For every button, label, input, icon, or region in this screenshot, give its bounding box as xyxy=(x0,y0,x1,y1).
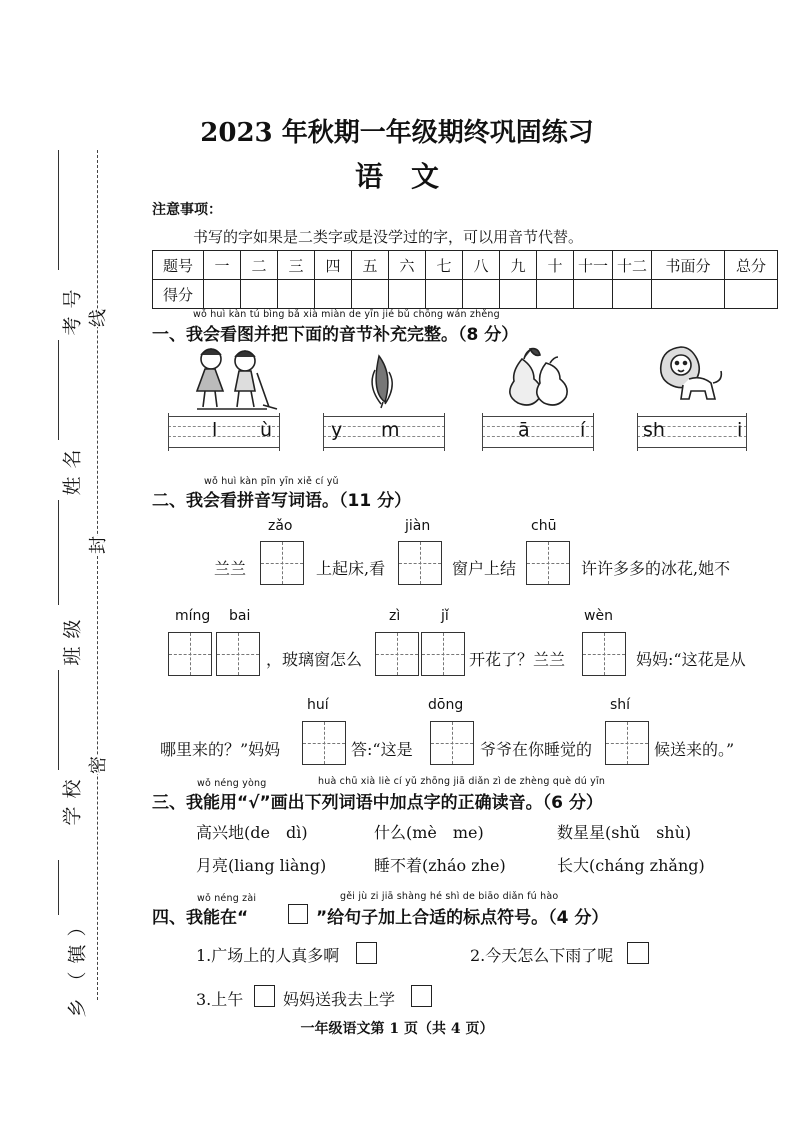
sentence-text: 候送来的。” xyxy=(654,740,735,759)
reading-option[interactable]: 睡不着(zháo zhe) xyxy=(374,856,506,875)
table-cell: 三 xyxy=(278,251,315,280)
table-cell: 十一 xyxy=(574,251,613,280)
reading-option[interactable]: 什么(mè me) xyxy=(374,823,484,842)
score-cell[interactable] xyxy=(389,280,426,309)
pinyin-prompt: jǐ xyxy=(441,608,449,624)
pinyin-prompt: wèn xyxy=(584,608,613,624)
q4-heading-box xyxy=(288,904,308,924)
pinyin-grid-4 xyxy=(637,416,747,448)
binding-dashed-line xyxy=(97,150,98,1000)
score-cell[interactable] xyxy=(574,280,613,309)
q4-heading-a: 四、我能在“ xyxy=(152,908,249,928)
town-line xyxy=(58,860,59,915)
corn-icon xyxy=(357,350,407,410)
writing-box[interactable] xyxy=(421,632,465,676)
table-cell: 书面分 xyxy=(652,251,725,280)
pinyin-letter: l xyxy=(212,419,218,441)
table-cell: 六 xyxy=(389,251,426,280)
pinyin-prompt: zǎo xyxy=(268,518,293,534)
q3-pinyin-b: huà chū xià liè cí yǔ zhōng jiā diǎn zì de zhèng què dú yīn xyxy=(318,776,606,787)
sentence-1: 1.广场上的人真多啊 xyxy=(196,946,340,965)
sentence-text: ，玻璃窗怎么 xyxy=(266,650,363,669)
score-cell[interactable] xyxy=(241,280,278,309)
writing-box[interactable] xyxy=(302,721,346,765)
score-cell[interactable] xyxy=(613,280,652,309)
pinyin-grid-1 xyxy=(168,416,280,448)
seal-mark-mi: 密 xyxy=(84,756,110,774)
subject-title: 语 文 xyxy=(354,160,439,193)
score-cell[interactable] xyxy=(278,280,315,309)
page-footer: 一年级语文第 1 页（共 4 页） xyxy=(300,1021,494,1037)
punctuation-box[interactable] xyxy=(254,985,275,1007)
score-cell[interactable] xyxy=(204,280,241,309)
pinyin-prompt: zì xyxy=(389,608,401,624)
q3-heading: 三、我能用“√”画出下列词语中加点字的正确读音。（6 分） xyxy=(152,793,603,813)
seal-mark-feng: 封 xyxy=(84,536,110,554)
score-cell[interactable] xyxy=(500,280,537,309)
pinyin-letter: sh xyxy=(643,419,665,441)
reading-option[interactable]: 高兴地(de dì) xyxy=(196,823,308,842)
table-cell: 十二 xyxy=(613,251,652,280)
seal-mark-xian: 线 xyxy=(84,309,110,327)
reading-option[interactable]: 长大(cháng zhǎng) xyxy=(557,856,705,875)
writing-box[interactable] xyxy=(582,632,626,676)
q4-pinyin-a: wǒ néng zài xyxy=(197,893,257,904)
q4-pinyin-b: gěi jù zi jiā shàng hé shì de biāo diǎn fú hào xyxy=(340,891,559,902)
writing-box[interactable] xyxy=(398,541,442,585)
sentence-text: 哪里来的？”妈妈 xyxy=(160,740,281,759)
pear-icon xyxy=(500,345,572,407)
table-cell: 七 xyxy=(426,251,463,280)
lion-icon xyxy=(655,343,725,405)
table-cell: 八 xyxy=(463,251,500,280)
pinyin-prompt: míng xyxy=(175,608,211,624)
score-table-score-row xyxy=(153,280,778,309)
pinyin-prompt: chū xyxy=(531,518,557,534)
sentence-text: 开花了？兰兰 xyxy=(469,650,566,669)
sentence-text: 窗户上结 xyxy=(452,559,517,578)
sentence-2: 2.今天怎么下雨了呢 xyxy=(470,946,614,965)
name-line xyxy=(58,340,59,440)
exam-no-label: 考号 xyxy=(61,281,84,336)
pinyin-prompt: shí xyxy=(610,697,631,713)
score-cell[interactable] xyxy=(315,280,352,309)
q1-pinyin: wǒ huì kàn tú bìng bǎ xià miàn de yīn jié bǔ chōng wán zhěng xyxy=(193,309,500,320)
sentence-text: 上起床,看 xyxy=(316,559,386,578)
sentence-text: 兰兰 xyxy=(214,559,247,578)
score-table-header-row xyxy=(153,251,778,280)
writing-box[interactable] xyxy=(526,541,570,585)
table-cell: 九 xyxy=(500,251,537,280)
exam-title: 2023 年秋期一年级期终巩固练习 xyxy=(200,118,594,148)
score-cell[interactable] xyxy=(352,280,389,309)
pinyin-prompt: jiàn xyxy=(405,518,431,534)
q2-heading: 二、我会看拼音写词语。（11 分） xyxy=(152,491,412,511)
sentence-text: 答:“这是 xyxy=(351,740,413,759)
table-cell: 四 xyxy=(315,251,352,280)
q3-pinyin-a: wǒ néng yòng xyxy=(197,778,267,789)
table-cell: 二 xyxy=(241,251,278,280)
table-cell: 五 xyxy=(352,251,389,280)
notice-text: 书写的字如果是二类字或是没学过的字，可以用音节代替。 xyxy=(193,228,584,246)
punctuation-box[interactable] xyxy=(356,942,377,964)
score-cell[interactable] xyxy=(426,280,463,309)
table-cell: 十 xyxy=(537,251,574,280)
sentence-text: 爷爷在你睡觉的 xyxy=(480,740,593,759)
table-cell: 得分 xyxy=(153,280,204,309)
score-cell[interactable] xyxy=(463,280,500,309)
punctuation-box[interactable] xyxy=(627,942,649,964)
writing-box[interactable] xyxy=(168,632,212,676)
pinyin-letter: y xyxy=(331,419,343,441)
q4-heading-b: ”给句子加上合适的标点符号。（4 分） xyxy=(316,908,609,928)
score-table xyxy=(152,250,778,309)
pinyin-letter: ù xyxy=(260,419,273,441)
notice-label: 注意事项： xyxy=(152,202,222,218)
pinyin-letter: i xyxy=(737,419,743,441)
pinyin-prompt: dōng xyxy=(428,697,464,713)
score-cell[interactable] xyxy=(725,280,778,309)
table-cell: 一 xyxy=(204,251,241,280)
punctuation-box[interactable] xyxy=(411,985,432,1007)
writing-box[interactable] xyxy=(430,721,474,765)
pinyin-prompt: bai xyxy=(229,608,251,624)
children-sweeping-icon xyxy=(183,343,278,413)
score-cell[interactable] xyxy=(652,280,725,309)
pinyin-letter: m xyxy=(381,419,400,441)
pinyin-grid-3 xyxy=(482,416,594,448)
pinyin-grid-2 xyxy=(323,416,445,448)
school-label: 学校 xyxy=(61,771,84,826)
writing-box[interactable] xyxy=(260,541,304,585)
sentence-text: 许许多多的冰花,她不 xyxy=(581,559,731,578)
writing-box[interactable] xyxy=(605,721,649,765)
sentence-text: 妈妈:“这花是从 xyxy=(636,650,746,669)
writing-box[interactable] xyxy=(375,632,419,676)
table-cell: 总分 xyxy=(725,251,778,280)
sentence-3-part-2: 妈妈送我去上学 xyxy=(283,990,396,1009)
reading-option[interactable]: 月亮(liang liàng) xyxy=(196,856,327,875)
table-cell: 题号 xyxy=(153,251,204,280)
sentence-3-part-1: 3.上午 xyxy=(196,990,244,1009)
q2-pinyin: wǒ huì kàn pīn yīn xiě cí yǔ xyxy=(204,476,339,487)
school-line xyxy=(58,670,59,770)
pinyin-prompt: huí xyxy=(307,697,329,713)
town-label: 乡（镇） xyxy=(66,909,89,1018)
class-line xyxy=(58,500,59,605)
pinyin-letter: í xyxy=(580,419,586,441)
q1-heading: 一、我会看图并把下面的音节补充完整。（8 分） xyxy=(152,325,519,345)
pinyin-letter: ā xyxy=(518,419,530,441)
class-label: 班级 xyxy=(61,611,84,666)
reading-option[interactable]: 数星星(shǔ shù) xyxy=(557,823,692,842)
writing-box[interactable] xyxy=(216,632,260,676)
score-cell[interactable] xyxy=(537,280,574,309)
name-label: 姓名 xyxy=(61,441,84,496)
